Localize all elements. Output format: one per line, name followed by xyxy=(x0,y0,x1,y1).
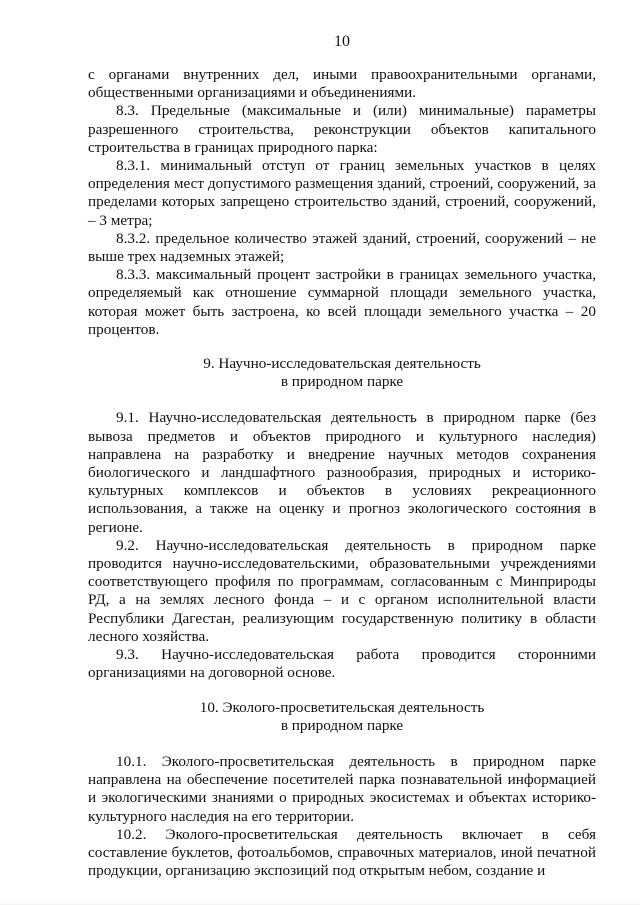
section-9-heading-line-1: 9. Научно-исследовательская деятельность xyxy=(203,355,481,373)
paragraph-8-3: 8.3. Предельные (максимальные и (или) минимальные) параметры разрешенного строительства, реконструкции объектов капитального строительства в границах природного парка: xyxy=(88,102,596,156)
paragraph-8-3-1: 8.3.1. минимальный отступ от границ земельных участков в целях определения мест допустимого размещения зданий, строений, сооружений, за пределами которых запрещено строительство зданий, строений, сооружений, – 3 метра; xyxy=(88,157,596,229)
paragraph-8-3-2: 8.3.2. предельное количество этажей зданий, строений, сооружений – не выше трех надземных этажей; xyxy=(88,229,596,266)
paragraph-9-1: 9.1. Научно-исследовательская деятельность в природном парке (без вывоза предметов и объектов природного и культурного наследия) направлена на разработку и внедрение научных методов сохранения биологического и ландшафтного разнообразия, природных и историко-культурных комплексов и объектов в условиях рекреационного использования, а также на оценку и прогноз экологического состояния в регионе. xyxy=(88,409,596,536)
paragraph-continuation: с органами внутренних дел, иными правоохранительными органами, общественными организациями и объединениями. xyxy=(88,66,596,102)
paragraph-8-3-3: 8.3.3. максимальный процент застройки в границах земельного участка, определяемый как отношение суммарной площади земельного участка, которая может быть застроена, ко всей площади земельного участка – 20 процентов. xyxy=(88,266,596,338)
section-10-heading-line-1: 10. Эколого-просветительская деятельность xyxy=(199,698,485,716)
section-9-heading-line-2: в природном парке xyxy=(280,373,404,391)
document-body xyxy=(88,66,596,880)
paragraph-9-2: 9.2. Научно-исследовательская деятельность в природном парке проводится научно-исследовательскими, образовательными учреждениями соответствующего профиля по программам, согласованным с Минприроды РД, а на землях лесного фонда – и с органом исполнительной власти Республики Дагестан, реализующим государственную политику в области лесного хозяйства. xyxy=(88,536,596,645)
section-9-heading xyxy=(88,355,596,391)
section-10-heading-line-2: в природном парке xyxy=(280,716,404,734)
section-10-heading xyxy=(88,699,596,735)
paragraph-10-2: 10.2. Эколого-просветительская деятельность включает в себя составление буклетов, фотоальбомов, справочных материалов, иной печатной продукции, организацию экспозиций под открытым небом, создание и xyxy=(88,825,596,880)
paragraph-10-1: 10.1. Эколого-просветительская деятельность в природном парке направлена на обеспечение посетителей парка познавательной информацией и экологическими знаниями о природных экосистемах и объектах историко-культурного наследия на его территории. xyxy=(88,752,596,825)
paragraph-9-3: 9.3. Научно-исследовательская работа проводится сторонними организациями на договорной основе. xyxy=(88,646,596,682)
page-number: 10 xyxy=(334,33,350,50)
